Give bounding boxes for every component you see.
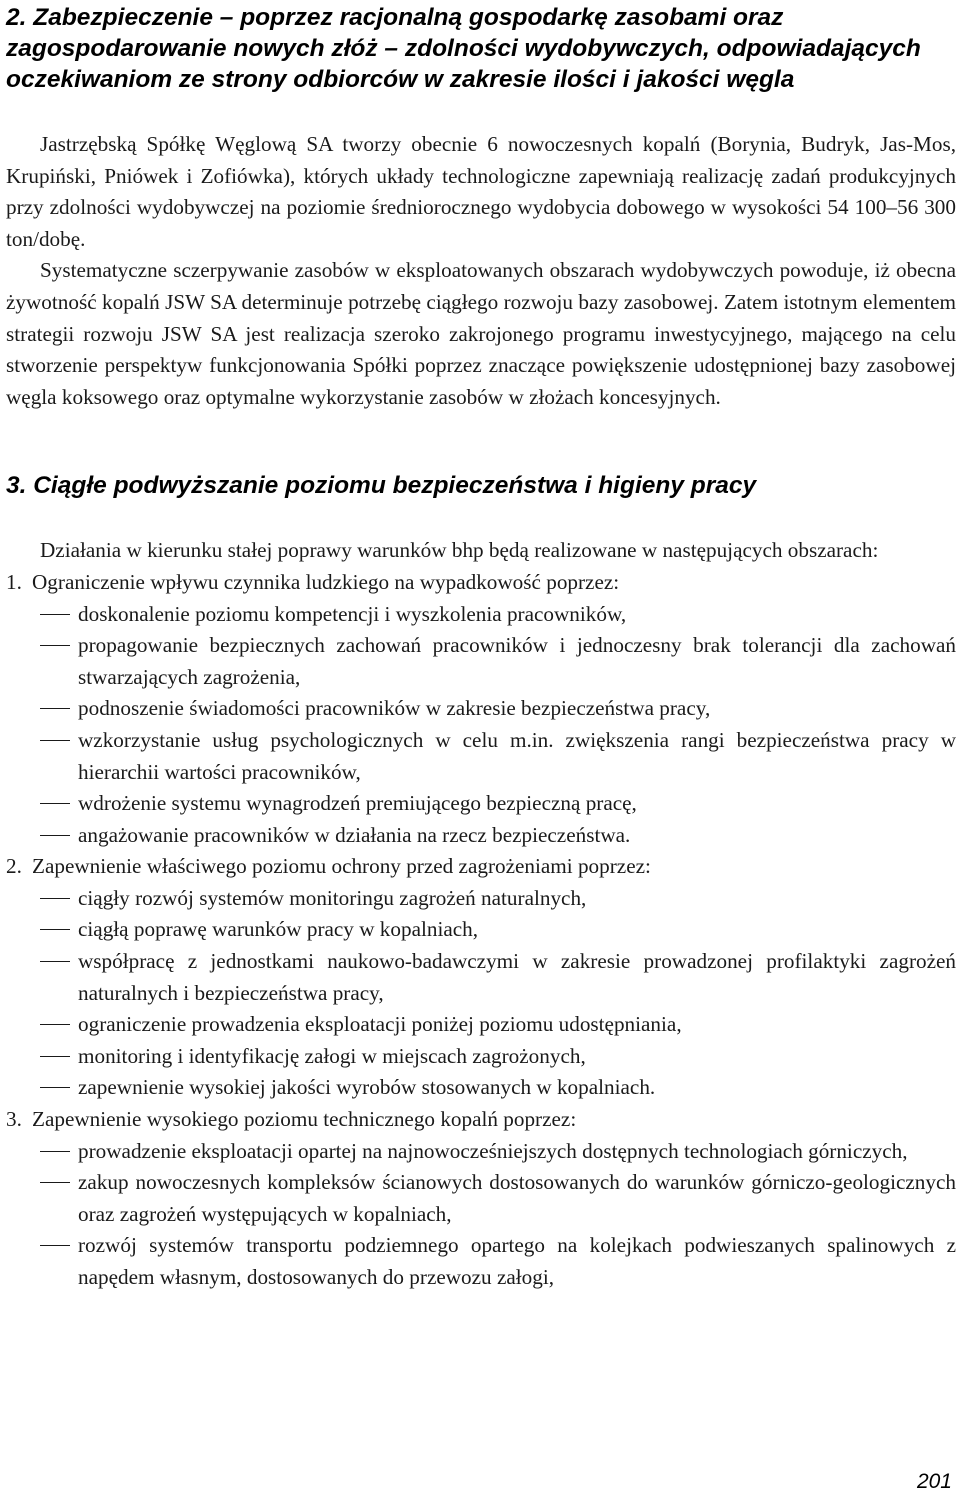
- dash-bullet-icon: [40, 803, 70, 804]
- item-number: 1.: [6, 569, 22, 594]
- bullet-text: monitoring i identyfikację załogi w miejscach zagrożonych,: [78, 1043, 586, 1068]
- section-2-paragraph-1: Jastrzębską Spółkę Węglową SA tworzy obecnie 6 nowoczesnych kopalń (Borynia, Budryk, Jas-Mos, Krupiński, Pniówek i Zofiówka), których układy technologiczne zapewniają realizację zadań produkcyjnych przy zdolności wydobywczej na poziomie średniorocznego wydobycia dobowego w wysokości 54 100–56 300 ton/dobę.: [6, 132, 956, 251]
- dash-bullet-icon: [40, 961, 70, 962]
- dash-bullet-icon: [40, 1087, 70, 1088]
- numbered-list: [6, 567, 956, 1294]
- bullet-item: [6, 725, 956, 788]
- bullet-text: ciągły rozwój systemów monitoringu zagrożeń naturalnych,: [78, 885, 587, 910]
- section-3-heading: 3. Ciągłe podwyższanie poziomu bezpieczeństwa i higieny pracy: [6, 472, 757, 500]
- item-title: Zapewnienie wysokiego poziomu technicznego kopalń poprzez:: [32, 1107, 577, 1132]
- bullet-item: [6, 883, 956, 915]
- bullet-item: [6, 788, 956, 820]
- dash-bullet-icon: [40, 708, 70, 709]
- bullet-text: rozwój systemów transportu podziemnego opartego na kolejkach podwieszanych spalinowych z napędem własnym, dostosowanych do przewozu załogi,: [78, 1233, 956, 1289]
- dash-bullet-icon: [40, 898, 70, 899]
- bullet-item: [6, 1041, 956, 1073]
- bullet-text: prowadzenie eksploatacji opartej na najnowocześniejszych dostępnych technologiach górniczych,: [78, 1138, 908, 1163]
- dash-bullet-icon: [40, 929, 70, 930]
- bullet-item: [6, 599, 956, 631]
- bullet-list: [6, 883, 956, 1104]
- bullet-item: [6, 693, 956, 725]
- bullet-text: angażowanie pracowników w działania na rzecz bezpieczeństwa.: [78, 822, 631, 847]
- numbered-item: [6, 567, 956, 851]
- dash-bullet-icon: [40, 1151, 70, 1152]
- bullet-item: [6, 820, 956, 852]
- bullet-item: [6, 630, 956, 693]
- item-number: 3.: [6, 1107, 22, 1132]
- dash-bullet-icon: [40, 1245, 70, 1246]
- bullet-item: [6, 946, 956, 1009]
- item-title: Zapewnienie właściwego poziomu ochrony przed zagrożeniami poprzez:: [32, 854, 651, 879]
- bullet-text: ograniczenie prowadzenia eksploatacji poniżej poziomu udostępniania,: [78, 1012, 682, 1037]
- bullet-text: podnoszenie świadomości pracowników w zakresie bezpieczeństwa pracy,: [78, 696, 711, 721]
- bullet-item: [6, 1136, 956, 1168]
- bullet-text: ciągłą poprawę warunków pracy w kopalniach,: [78, 917, 479, 942]
- numbered-item-header: [6, 1104, 956, 1136]
- bullet-list: [6, 599, 956, 852]
- bullet-text: zapewnienie wysokiej jakości wyrobów stosowanych w kopalniach.: [78, 1075, 656, 1100]
- item-number: 2.: [6, 854, 22, 879]
- section-2-heading: 2. Zabezpieczenie – poprzez racjonalną gospodarkę zasobami oraz zagospodarowanie nowych złóż – zdolności wydobywczych, odpowiadających oczekiwaniom ze strony odbiorców w zakresie ilości i jakości węgla: [6, 4, 921, 93]
- item-title: Ograniczenie wpływu czynnika ludzkiego na wypadkowość poprzez:: [32, 569, 620, 594]
- dash-bullet-icon: [40, 614, 70, 615]
- dash-bullet-icon: [40, 835, 70, 836]
- bullet-item: [6, 1072, 956, 1104]
- numbered-item: [6, 1104, 956, 1294]
- section-2-body: [6, 129, 956, 413]
- bullet-text: doskonalenie poziomu kompetencji i wyszkolenia pracowników,: [78, 601, 627, 626]
- section-3-intro: Działania w kierunku stałej poprawy warunków bhp będą realizowane w następujących obszarach:: [40, 538, 879, 563]
- dash-bullet-icon: [40, 645, 70, 646]
- bullet-text: wzkorzystanie usług psychologicznych w celu m.in. zwiększenia rangi bezpieczeństwa pracy w hierarchii wartości pracowników,: [78, 727, 956, 784]
- bullet-text: zakup nowoczesnych kompleksów ścianowych dostosowanych do warunków górniczo-geologicznych oraz zagrożeń występujących w kopalniach,: [78, 1170, 956, 1226]
- bullet-item: [6, 1167, 956, 1230]
- bullet-text: propagowanie bezpiecznych zachowań pracowników i jednoczesny brak tolerancji dla zachowań stwarzających zagrożenia,: [78, 633, 956, 689]
- bullet-item: [6, 1009, 956, 1041]
- bullet-item: [6, 1230, 956, 1293]
- document-page: [6, 0, 956, 1494]
- section-3-body: [6, 535, 956, 1293]
- bullet-item: [6, 914, 956, 946]
- page-number: 201: [916, 1470, 952, 1493]
- bullet-text: współpracę z jednostkami naukowo-badawczymi w zakresie prowadzonej profilaktyki zagrożeń naturalnych i bezpieczeństwa pracy,: [78, 949, 956, 1005]
- bullet-list: [6, 1136, 956, 1294]
- dash-bullet-icon: [40, 1182, 70, 1183]
- numbered-item: [6, 851, 956, 1104]
- numbered-item-header: [6, 567, 956, 599]
- dash-bullet-icon: [40, 740, 70, 741]
- dash-bullet-icon: [40, 1056, 70, 1057]
- numbered-item-header: [6, 851, 956, 883]
- dash-bullet-icon: [40, 1024, 70, 1025]
- bullet-text: wdrożenie systemu wynagrodzeń premiującego bezpieczną pracę,: [78, 791, 637, 816]
- section-2-paragraph-2: Systematyczne sczerpywanie zasobów w eksploatowanych obszarach wydobywczych powoduje, iż obecna żywotność kopalń JSW SA determinuje potrzebę ciągłego rozwoju bazy zasobowej. Zatem istotnym elementem strategii rozwoju JSW SA jest realizacja szeroko zakrojonego programu inwestycyjnego, mającego na celu stworzenie perspektyw funkcjonowania Spółki poprzez znaczące powiększenie udostępnionej bazy zasobowej węgla koksowego oraz optymalne wykorzystanie zasobów w złożach koncesyjnych.: [6, 258, 956, 409]
